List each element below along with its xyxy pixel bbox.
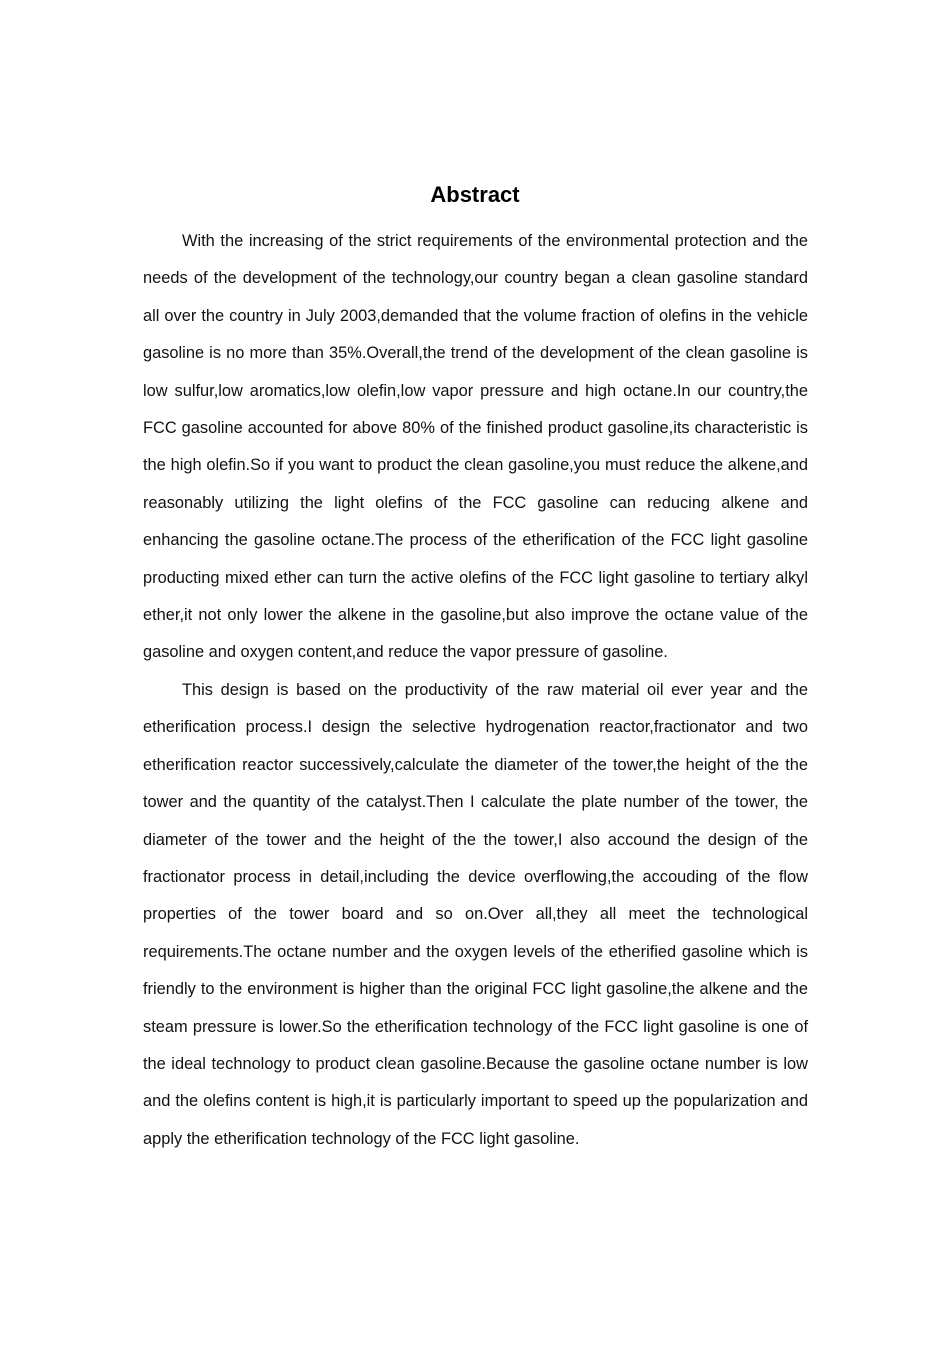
abstract-body (143, 223, 808, 1158)
abstract-title: Abstract (430, 182, 520, 207)
paragraph-2: This design is based on the productivity of the raw material oil ever year and the etherification process.I design the selective hydrogenation reactor,fractionator and two etherification reactor successively,calculate the diameter of the tower,the height of the the tower and the quantity of the catalyst.Then I calculate the plate number of the tower, the diameter of the tower and the height of the the tower,I also accound the design of the fractionator process in detail,including the device overflowing,the accouding of the flow properties of the tower board and so on.Over all,they all meet the technological requirements.The octane number and the oxygen levels of the etherified gasoline which is friendly to the environment is higher than the original FCC light gasoline,the alkene and the steam pressure is lower.So the etherification technology of the FCC light gasoline is one of the ideal technology to product clean gasoline.Because the gasoline octane number is low and the olefins content is high,it is particularly important to speed up the popularization and apply the etherification technology of the FCC light gasoline. (143, 680, 808, 1148)
paragraph-1: With the increasing of the strict requirements of the environmental protection and the needs of the development of the technology,our country began a clean gasoline standard all over the country in July 2003,demanded that the volume fraction of olefins in the vehicle gasoline is no more than 35%.Overall,the trend of the development of the clean gasoline is low sulfur,low aromatics,low olefin,low vapor pressure and high octane.In our country,the FCC gasoline accounted for above 80% of the finished product gasoline,its characteristic is the high olefin.So if you want to product the clean gasoline,you must reduce the alkene,and reasonably utilizing the light olefins of the FCC gasoline can reducing alkene and enhancing the gasoline octane.The process of the etherification of the FCC light gasoline producting mixed ether can turn the active olefins of the FCC light gasoline to tertiary alkyl ether,it not only lower the alkene in the gasoline,but also improve the octane value of the gasoline and oxygen content,and reduce the vapor pressure of gasoline. (143, 232, 808, 662)
